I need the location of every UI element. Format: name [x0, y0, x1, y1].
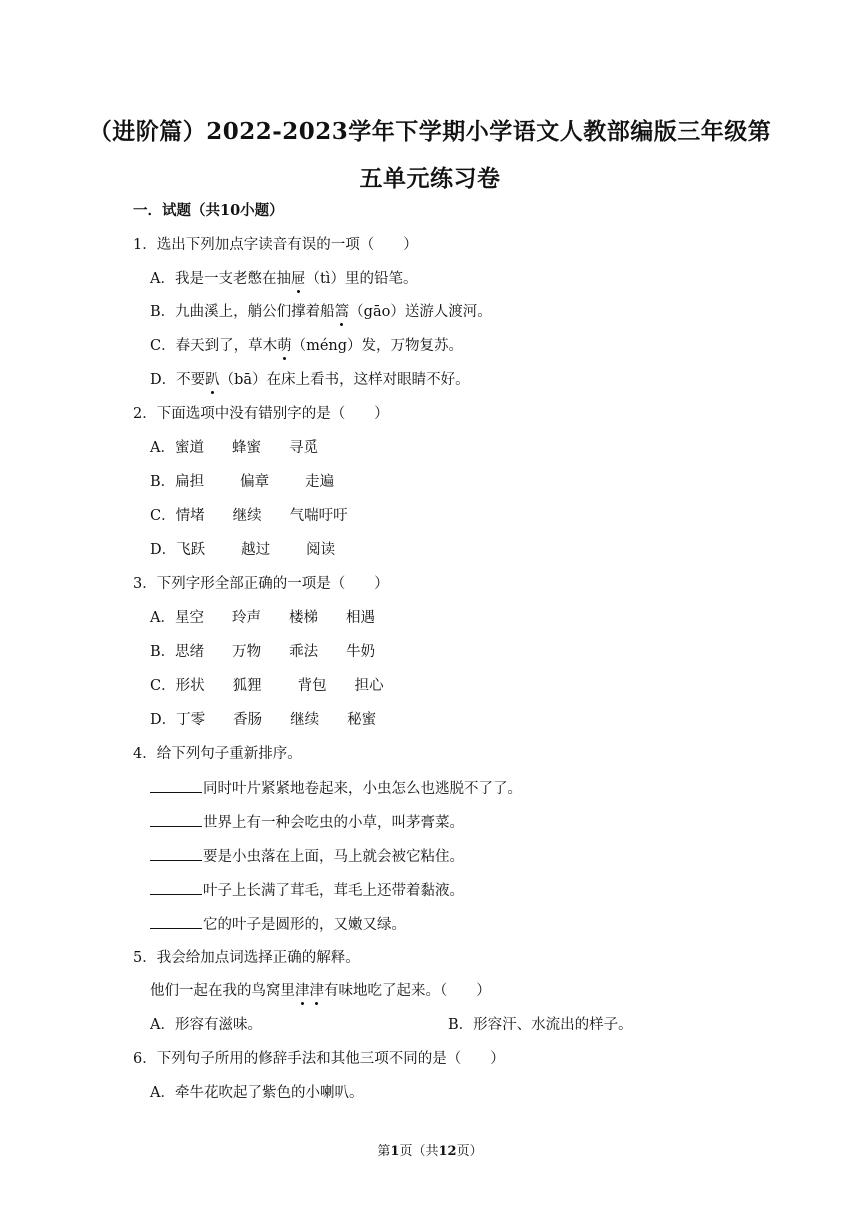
q3-d-word-1: D．丁零 [150, 712, 206, 728]
answer-blank[interactable] [150, 812, 202, 827]
q1-d-text: D．不要 [150, 372, 206, 388]
footer-pre: 第 [377, 1144, 391, 1159]
q1-a-pinyin: （tì）里的铅笔。 [305, 271, 418, 287]
q2-c-word-1: C．情堵 [150, 508, 205, 524]
q1-stem: 1．选出下列加点字读音有误的一项（ ） [133, 237, 418, 253]
q4-s5-text: 它的叶子是圆形的，又嫩又绿。 [203, 917, 406, 933]
q4-s1-text: 同时叶片紧紧地卷起来，小虫怎么也逃脱不了了。 [203, 781, 522, 797]
page-number: 1 [390, 1144, 400, 1159]
q3-b-word-1: B．思绪 [150, 644, 205, 660]
q3-a-word-4: 相遇 [345, 610, 375, 626]
q1-c-pinyin: （méng）发，万物复苏。 [291, 338, 464, 354]
q4-sentence-4 [150, 880, 464, 901]
q4-sentence-3 [150, 846, 464, 867]
q3-c-word-1: C．形状 [150, 678, 205, 694]
q2-a-word-2: 蜂蜜 [231, 440, 261, 456]
q2-a-word-3: 寻觅 [288, 440, 318, 456]
q3-c-word-3: 背包 [297, 678, 327, 694]
q2-c-word-2: 继续 [232, 508, 262, 524]
q2-d-word-2: 越过 [241, 542, 271, 558]
q4-stem: 4．给下列句子重新排序。 [133, 746, 302, 762]
q2-option-b [150, 472, 334, 492]
answer-blank[interactable] [150, 846, 202, 861]
q2-stem: 2．下面选项中没有错别字的是（ ） [133, 406, 389, 422]
q4-sentence-1 [150, 778, 522, 799]
q1-d-pinyin: （bā）在床上看书，这样对眼睛不好。 [219, 372, 470, 388]
q2-a-word-1: A．蜜道 [150, 440, 204, 456]
q4-s3-text: 要是小虫落在上面，马上就会被它粘住。 [203, 849, 464, 865]
q3-option-d [150, 710, 376, 730]
dotted-char: 篙 [334, 304, 350, 320]
q5-stem: 5．我会给加点词选择正确的解释。 [133, 950, 360, 966]
dotted-char: 津 [309, 983, 324, 999]
footer-post: 页） [456, 1144, 483, 1159]
q1-option-c [150, 336, 463, 356]
footer-mid: 页（共 [399, 1144, 439, 1159]
q1-b-text: B．九曲溪上，艄公们撑着船 [150, 304, 335, 320]
page-footer [0, 1140, 860, 1159]
q3-d-word-3: 继续 [290, 712, 320, 728]
q5-option-a: A．形容有滋味。 [150, 1017, 262, 1033]
q3-option-b [150, 642, 375, 662]
q2-d-word-1: D．飞跃 [150, 542, 206, 558]
q3-c-word-2: 狐狸 [232, 678, 262, 694]
q4-sentence-5 [150, 914, 406, 935]
q5-option-b: B．形容汗、水流出的样子。 [448, 1017, 633, 1033]
q1-option-a [150, 269, 417, 289]
q3-a-word-2: 玲声 [231, 610, 261, 626]
q3-a-word-1: A．星空 [150, 610, 204, 626]
q2-option-c [150, 506, 348, 526]
title-line-2: 五单元练习卷 [359, 165, 501, 192]
q4-s4-text: 叶子上长满了茸毛，茸毛上还带着黏液。 [203, 883, 464, 899]
answer-blank[interactable] [150, 880, 202, 895]
q5-sentence [150, 981, 491, 1001]
answer-blank[interactable] [150, 914, 202, 929]
q3-stem: 3．下列字形全部正确的一项是（ ） [133, 576, 389, 592]
q2-b-word-3: 走遍 [305, 474, 335, 490]
q3-d-word-2: 香肠 [233, 712, 263, 728]
q3-option-a [150, 608, 375, 628]
dotted-char: 萌 [277, 338, 292, 354]
q3-a-word-3: 楼梯 [288, 610, 318, 626]
answer-blank[interactable] [150, 778, 202, 793]
q6-stem: 6．下列句子所用的修辞手法和其他三项不同的是（ ） [133, 1051, 505, 1067]
q2-d-word-3: 阅读 [306, 542, 336, 558]
section-heading: 一．试题（共10小题） [133, 202, 284, 219]
q2-b-word-1: B．扁担 [150, 474, 205, 490]
q1-b-pinyin: （gāo）送游人渡河。 [349, 304, 492, 320]
q6-option-a: A．牵牛花吹起了紫色的小喇叭。 [150, 1085, 364, 1101]
q3-b-word-4: 牛奶 [346, 644, 376, 660]
dotted-char: 屉 [290, 271, 306, 287]
q3-c-word-4: 担心 [354, 678, 384, 694]
q1-option-b [150, 302, 492, 322]
q2-c-word-3: 气喘吁吁 [289, 508, 348, 524]
q3-b-word-2: 万物 [232, 644, 262, 660]
q1-c-text: C．春天到了，草木 [150, 338, 278, 354]
dotted-char: 津 [295, 983, 310, 999]
q2-b-word-2: 偏章 [240, 474, 270, 490]
q2-option-d [150, 540, 335, 560]
q3-d-word-4: 秘蜜 [347, 712, 377, 728]
q4-sentence-2 [150, 812, 464, 833]
q4-s2-text: 世界上有一种会吃虫的小草，叫茅膏菜。 [203, 815, 464, 831]
q1-a-text: A．我是一支老憋在抽 [150, 271, 291, 287]
q2-option-a [150, 438, 318, 458]
q5-sentence-pre: 他们一起在我的鸟窝里 [150, 983, 295, 999]
q3-b-word-3: 乖法 [289, 644, 319, 660]
q5-sentence-post: 有味地吃了起来。（ ） [324, 983, 491, 999]
page-total: 12 [438, 1144, 457, 1159]
dotted-char: 趴 [205, 372, 220, 388]
q3-option-c [150, 676, 384, 696]
title-line-1: （进阶篇）2022-2023学年下学期小学语文人教部编版三年级第 [88, 118, 772, 145]
q1-option-d [150, 370, 470, 390]
